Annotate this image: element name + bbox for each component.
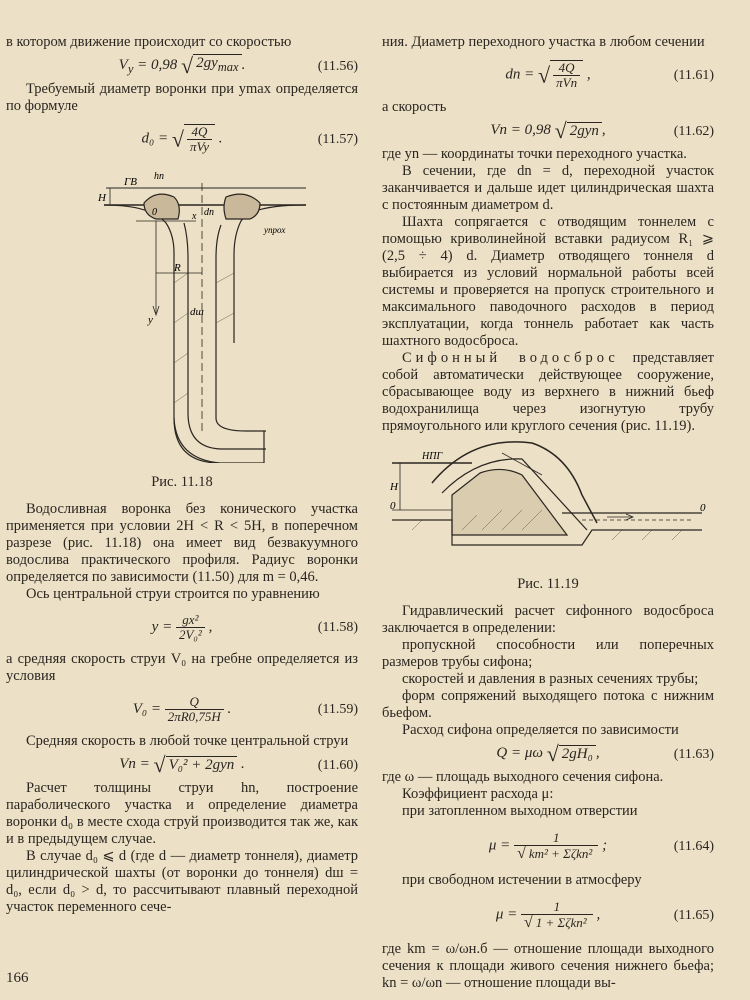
svg-text:0: 0 bbox=[152, 207, 157, 218]
svg-text:yпрох: yпрох bbox=[264, 225, 286, 235]
right-column bbox=[382, 34, 714, 992]
paragraph: Расход сифона определяется по зависимости bbox=[402, 722, 679, 738]
equation-11-61: dn = √ $\frac{4Q}{\text{πVn}}$ , (11.61) bbox=[505, 60, 714, 90]
paragraph: Сифонный водосброс представляет собой автоматически действующее сооружение, сбрасывающее воду из верхнего в нижний бьеф водохранилища через изогнутую трубу прямоугольного или круглого сечения (рис. 11.19). bbox=[382, 350, 714, 434]
equation-11-62: Vn = 0,98 √ 2gyn , (11.62) bbox=[490, 118, 714, 144]
svg-text:x: x bbox=[192, 211, 197, 222]
paragraph: пропускной способности или поперечных размеров трубы сифона; bbox=[382, 637, 714, 670]
paragraph: ния. Диаметр переходного участка в любом сечении bbox=[382, 34, 705, 50]
figure-caption: Рис. 11.19 bbox=[517, 576, 579, 592]
siphon-spillway-diagram bbox=[382, 435, 714, 565]
paragraph: скоростей и давления в разных сечениях трубы; bbox=[402, 671, 699, 687]
equation-11-59: V₀ = $\frac{Q}{2\pi R0,75H}$ . (11.59) bbox=[132, 693, 358, 724]
page-number: 166 bbox=[6, 970, 29, 986]
paragraph: где yn — координаты точки переходного участка. bbox=[382, 146, 687, 162]
svg-text:hп: hп bbox=[154, 171, 164, 182]
left-column bbox=[6, 34, 358, 916]
equation-11-56: $V_y = 0,98$ √ $2gy_{max}$ . (11.56) bbox=[118, 52, 358, 78]
equation-11-60: Vn = √ V₀² + 2gyn . (11.60) bbox=[119, 752, 358, 778]
svg-text:H: H bbox=[390, 481, 398, 493]
paragraph: В сечении, где dn = d, переходной участок заканчивается и дальше идет цилиндрическая шахта с постоянным диаметром d. bbox=[382, 163, 714, 213]
paragraph: Средняя скорость в любой точке центральной струи bbox=[26, 733, 349, 749]
svg-text:0: 0 bbox=[390, 500, 396, 512]
svg-text:H: H bbox=[98, 192, 106, 204]
paragraph: Шахта сопрягается с отводящим тоннелем с помощью криволинейной вставки радиусом R₁ ⩾ (2,5 ÷ 4) d. Диаметр отводящего тоннеля d выбирается из условий нормальной работы всей системы и проверяется на пропуск строительного и максимального паводочного расходов в период эксплуатации, когда тоннель работает как часть шахтного водосброса. bbox=[382, 214, 714, 349]
paragraph: Водосливная воронка без конического участка применяется при условии 2H < R < 5H, в поперечном разрезе (рис. 11.18) она имеет вид безвакуумного водослива практического профиля. Радиус воронки определяется по зависимости (11.50) для m = 0,46. bbox=[6, 501, 358, 585]
figure-11-18 bbox=[6, 163, 358, 491]
svg-text:dп: dп bbox=[204, 207, 214, 218]
paragraph: Гидравлический расчет сифонного водосброса заключается в определении: bbox=[382, 603, 714, 636]
paragraph: Расчет толщины струи hn, построение параболического участка и определение диаметра воронки d₀ в месте схода струй производится так же, как и в предыдущем случае. bbox=[6, 780, 358, 847]
paragraph: а скорость bbox=[382, 99, 447, 115]
svg-text:dш: dш bbox=[190, 306, 204, 318]
figure-11-19 bbox=[382, 435, 714, 593]
svg-text:y: y bbox=[148, 314, 153, 326]
equation-11-58: y = $\frac{\text{gx²}}{\text{2V₀²}}$ , (11.58) bbox=[151, 611, 358, 642]
equation-11-65: μ = $\frac{1}{\text{√ 1 + Σζkn²}}$ , (11.65) bbox=[495, 898, 714, 931]
paragraph: при затопленном выходном отверстии bbox=[402, 803, 638, 819]
equation-11-57: d₀ = √ $\frac{4Q}{\text{πVy}}$ . (11.57) bbox=[141, 124, 358, 154]
svg-text:R: R bbox=[174, 262, 181, 274]
svg-text:0: 0 bbox=[700, 502, 706, 514]
paragraph: Ось центральной струи строится по уравнению bbox=[26, 586, 320, 602]
label-gv: ГВ bbox=[124, 176, 137, 188]
equation-11-64: μ = $\frac{1}{\text{√ km² + Σζkn²}}$ ; (11.64) bbox=[488, 829, 714, 862]
paragraph: где ω — площадь выходного сечения сифона. bbox=[382, 769, 664, 785]
paragraph: форм сопряжений выходящего потока с нижним бьефом. bbox=[382, 688, 714, 721]
funnel-shaft-diagram bbox=[6, 163, 358, 463]
paragraph: а средняя скорость струи V₀ на гребне определяется из условия bbox=[6, 651, 358, 684]
paragraph: при свободном истечении в атмосферу bbox=[402, 872, 642, 888]
equation-11-63: Q = μω √ 2gH₀ , (11.63) bbox=[496, 741, 714, 767]
paragraph: в котором движение происходит со скоростью bbox=[6, 34, 292, 50]
label-npg: НПГ bbox=[422, 451, 443, 462]
paragraph: Коэффициент расхода μ: bbox=[402, 786, 554, 802]
paragraph: Требуемый диаметр воронки при ymax определяется по формуле bbox=[6, 81, 358, 114]
paragraph: В случае d₀ ⩽ d (где d — диаметр тоннеля), диаметр цилиндрической шахты (от воронки до тоннеля) dш = d₀, если d₀ > d, то рассчитывают плавный переходной участок переменного сече- bbox=[6, 848, 358, 915]
figure-caption: Рис. 11.18 bbox=[151, 474, 213, 490]
paragraph: где km = ω/ωн.б — отношение площади выходного сечения к площади живого сечения нижнего бьефа; kn = ω/ωn — отношение площади вы- bbox=[382, 941, 714, 991]
